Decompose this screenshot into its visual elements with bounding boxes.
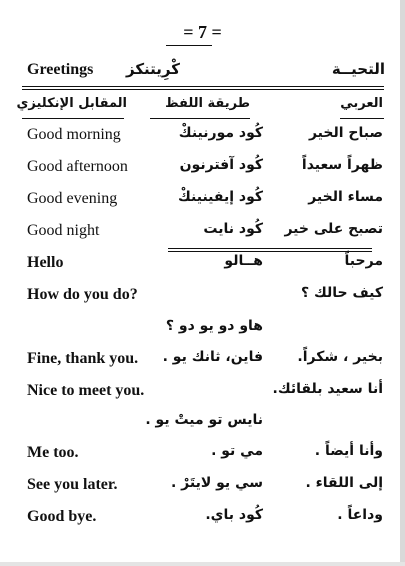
- phrase-english: Me too.: [27, 444, 79, 461]
- row-arabic: ظهراً سعيداً: [301, 157, 383, 173]
- header-english: Greetings: [27, 61, 94, 78]
- phrase-pronunciation: مي تو .: [211, 443, 263, 459]
- row-pronunciation: كُود نايت: [203, 221, 263, 237]
- header-divider-bottom: [22, 89, 384, 90]
- phrase-pronunciation: هــالو: [224, 253, 263, 269]
- phrase-english: Nice to meet you.: [27, 382, 145, 399]
- phrase-english: Fine, thank you.: [27, 350, 139, 367]
- subheader-underline-arabic: [340, 118, 384, 119]
- phrase-english: See you later.: [27, 476, 118, 493]
- subheader-pronunciation: طريقة اللفظ: [165, 96, 250, 111]
- header-pronunciation: كْرِيتنكز: [126, 60, 180, 78]
- phrase-english: Hello: [27, 254, 64, 271]
- phrase-english: How do you do?: [27, 286, 138, 303]
- phrase-arabic: أنا سعيد بلقائك.: [272, 381, 383, 397]
- phrase-arabic: مرحباً: [344, 253, 383, 269]
- header-arabic: التحيــة: [331, 60, 385, 78]
- row-pronunciation: كُود إيفينينكْ: [177, 189, 263, 205]
- row-english: Good morning: [27, 126, 121, 143]
- page-edge-right: [400, 0, 405, 566]
- phrase-arabic: كيف حالك ؟: [300, 285, 383, 301]
- phrase-pronunciation: فاين، ثانك يو .: [162, 349, 263, 365]
- row-arabic: مساء الخير: [308, 189, 383, 205]
- phrase-arabic: إلى اللقاء .: [305, 475, 383, 491]
- row-pronunciation: كُود مورنينكْ: [178, 125, 263, 141]
- subheader-english: المقابل الإنكليزي: [16, 96, 127, 111]
- phrase-pronunciation: هاو دو يو دو ؟: [165, 318, 263, 334]
- phrase-arabic: وأنا أيضاً .: [314, 443, 383, 459]
- row-pronunciation: كُود آفترنون: [179, 157, 263, 173]
- subheader-underline-pronunciation: [150, 118, 250, 119]
- page-number: = 7 =: [183, 22, 222, 42]
- phrase-pronunciation: كُود باي.: [205, 507, 263, 523]
- page-number-underline: [166, 45, 212, 46]
- row-english: Good afternoon: [27, 158, 128, 175]
- row-english: Good night: [27, 222, 100, 239]
- header-divider-top: [22, 86, 384, 87]
- phrase-arabic: بخير ، شكراً.: [297, 349, 383, 365]
- page-edge-bottom: [0, 562, 405, 566]
- phrase-arabic: وداعاً .: [337, 507, 383, 523]
- phrase-pronunciation: نايس تو ميتْ يو .: [145, 412, 263, 428]
- section-divider-bottom: [168, 251, 372, 252]
- phrase-english: Good bye.: [27, 508, 97, 525]
- phrase-pronunciation: سي يو لايتَرْ .: [170, 475, 263, 491]
- section-divider-top: [168, 248, 372, 249]
- row-arabic: تصبح على خير: [284, 221, 383, 237]
- subheader-underline-english: [22, 118, 124, 119]
- row-arabic: صباح الخير: [308, 125, 383, 141]
- row-english: Good evening: [27, 190, 118, 207]
- subheader-arabic: العربي: [340, 96, 383, 111]
